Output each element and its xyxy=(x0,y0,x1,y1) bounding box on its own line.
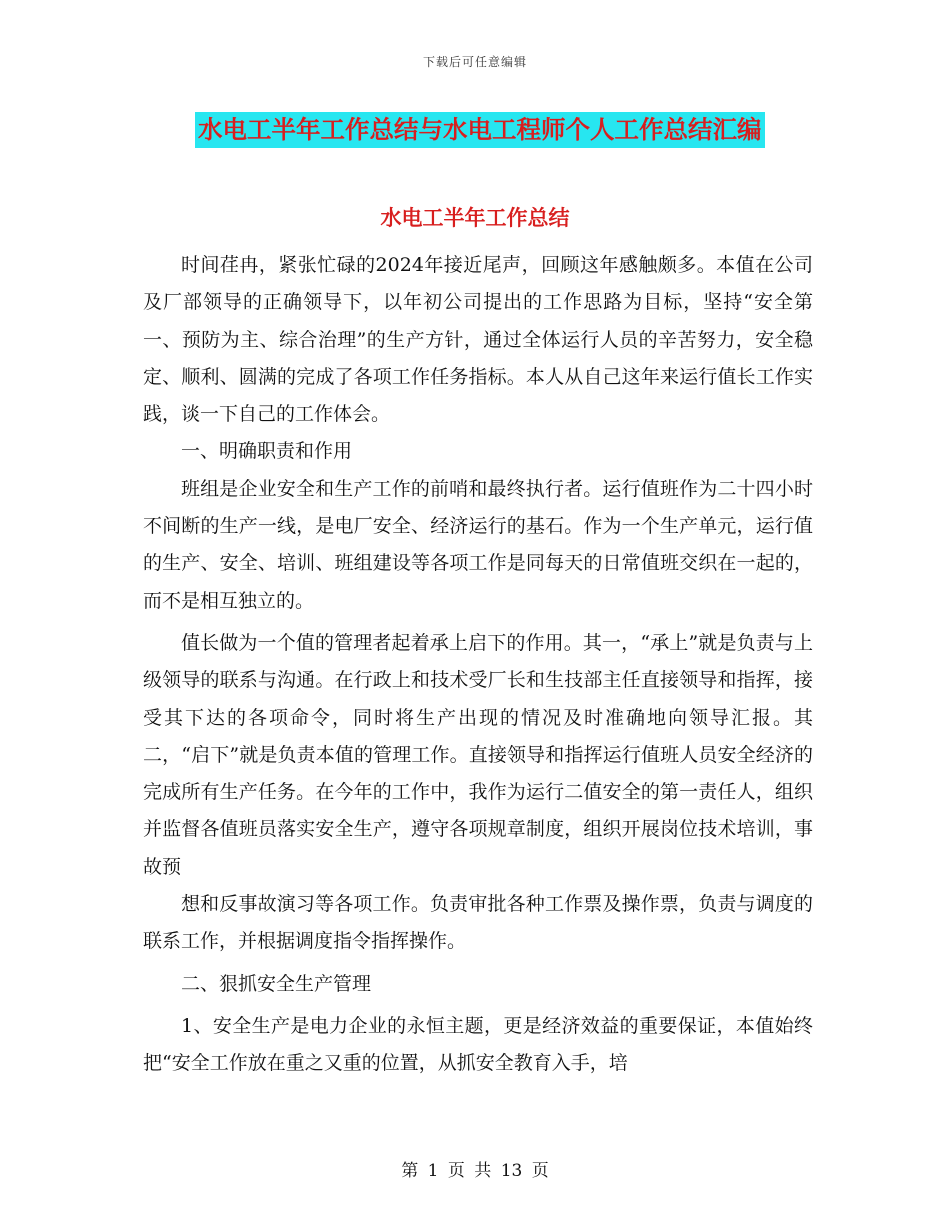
document-title: 水电工半年工作总结与水电工程师个人工作总结汇编 xyxy=(195,112,765,148)
paragraph-shift-leader: 值长做为一个值的管理者起着承上启下的作用。其一，“承上”就是负责与上级领导的联系与沟通。在行政上和技术受厂长和生技部主任直接领导和指挥，接受其下达的各项命令，同时将生产出现的情况及时准确地向领导汇报。其二，“启下”就是负责本值的管理工作。直接领导和指挥运行值班人员安全经济的完成所有生产任务。在今年的工作中，我作为运行二值安全的第一责任人，组织并监督各值班员落实安全生产，遵守各项规章制度，组织开展岗位技术培训，事故预 xyxy=(143,631,813,878)
heading-clarify-duties: 一、明确职责和作用 xyxy=(181,440,353,463)
page-header-note: 下载后可任意编辑 xyxy=(422,55,527,69)
section-title: 水电工半年工作总结 xyxy=(380,206,570,230)
page-number-footer: 第 1 页 共 13 页 xyxy=(401,1161,549,1181)
paragraph-safety-first: 1、安全生产是电力企业的永恒主题，更是经济效益的重要保证，本值始终把“安全工作放在重之又重的位置，从抓安全教育入手，培 xyxy=(143,1014,813,1075)
heading-safety-management: 二、狠抓安全生产管理 xyxy=(181,972,372,995)
paragraph-intro: 时间荏冉，紧张忙碌的2024年接近尾声，回顾这年感触颇多。本值在公司及厂部领导的正确领导下，以年初公司提出的工作思路为目标，坚持“安全第一、预防为主、综合治理”的生产方针，通过全体运行人员的辛苦努力，安全稳定、顺利、圆满的完成了各项工作任务指标。本人从自己这年来运行值长工作实践，谈一下自己的工作体会。 xyxy=(143,254,813,426)
paragraph-team-role: 班组是企业安全和生产工作的前哨和最终执行者。运行值班作为二十四小时不间断的生产一线，是电厂安全、经济运行的基石。作为一个生产单元，运行值的生产、安全、培训、班组建设等各项工作是同每天的日常值班交织在一起的，而不是相互独立的。 xyxy=(143,477,813,612)
paragraph-shift-leader-continued: 想和反事故演习等各项工作。负责审批各种工作票及操作票，负责与调度的联系工作，并根据调度指令指挥操作。 xyxy=(143,893,813,953)
document-body xyxy=(143,247,813,1083)
